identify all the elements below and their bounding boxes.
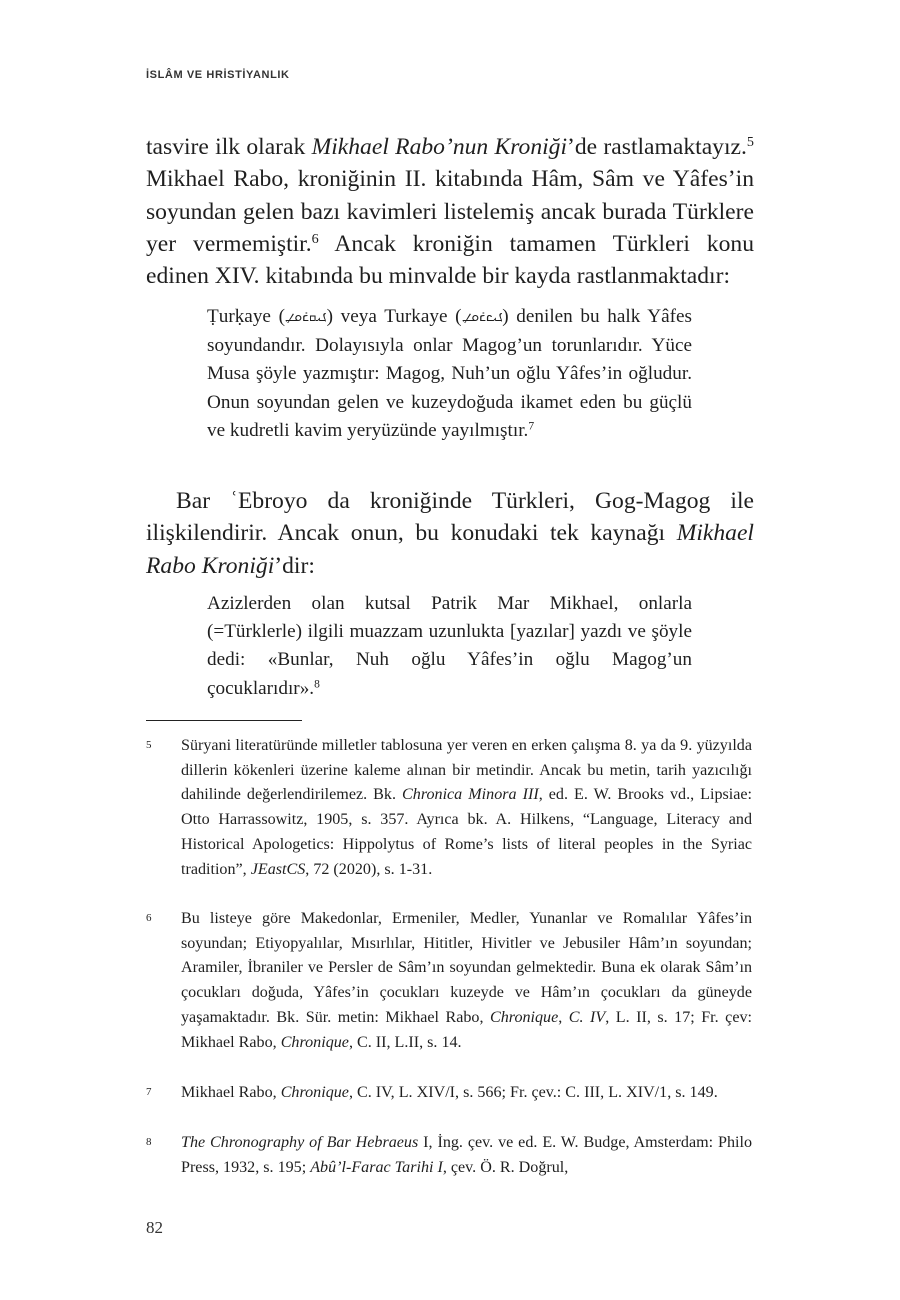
footnote-ref[interactable]: 8 <box>314 678 320 691</box>
footnote-number: 7 <box>146 1086 152 1098</box>
footnote-ref[interactable]: 7 <box>528 420 535 433</box>
page-number: 82 <box>146 1218 163 1237</box>
footnote-number: 5 <box>146 739 152 751</box>
footnote-number: 6 <box>146 912 152 924</box>
footnote-8: 8 The Chronography of Bar Hebraeus I, İng. çev. ve ed. E. W. Budge, Amsterdam: Philo Press, 1932, s. 195; Abû’l-Farac Tarihi I, çev. Ö. R. Doğrul, <box>146 1131 752 1180</box>
block-quote-1: Ṭurḳaye (ܛܘܪܩܝܐ) veya Turkaye (ܛܘܪܟܝܐ) denilen bu halk Yâfes soyundandır. Dolayısıyla onlar Magog’un torunlarıdır. Yüce Musa şöyle yazmıştır: Magog, Nuh’un oğlu Yâfes’in oğludur. Onun soyundan gelen ve kuzeydoğuda ikamet eden bu güçlü ve kudretli kavim yeryüzünde yayılmıştır.$^7$ <box>207 306 692 441</box>
footnote-6: 6 Bu listeye göre Makedonlar, Ermeniler, Medler, Yunanlar ve Romalılar Yâfes’in soyundan; Etiyopyalılar, Mısırlılar, Hititler, Hivitler ve Jebusiler Hâm’ın soyundan; Aramiler, İbraniler ve Persler de Sâm’ın soyundan gelmektedir. Buna ek olarak Sâm’ın çocukları doğuda, Yâfes’in çocukları kuzeyde ve Hâm’ın çocukları da güneyde yaşamaktadır. Bk. Sür. metin: Mikhael Rabo, Chronique, C. IV, L. II, s. 17; Fr. çev: Mikhael Rabo, Chronique, C. II, L.II, s. 14. <box>146 907 752 1055</box>
footnote-number: 8 <box>146 1136 152 1148</box>
syriac-word: ܛܘܪܟܝܐ <box>461 310 503 325</box>
footnote-ref[interactable]: 5 <box>746 134 754 151</box>
footnote-5: 5 Süryani literatüründe milletler tablosuna yer veren en erken çalışma 8. ya da 9. yüzyılda dillerin kökenleri üzerine kaleme alınan bir metindir. Ancak bu metin, tarih yazıcılığı dahilinde değerlendirilemez. Bk. Chronica Minora III, ed. E. W. Brooks vd., Lipsiae: Otto Harrassowitz, 1905, s. 357. Ayrıca bk. A. Hilkens, “Language, Literacy and Historical Apologetics: Hippolytus of Rome’s lists of literal peoples in the Syriac tradition”, JEastCS, 72 (2020), s. 1-31. <box>146 734 752 882</box>
footnote-divider <box>146 720 302 721</box>
work-title: Mikhael Rabo’nun Kroniği <box>311 134 568 160</box>
syriac-word: ܛܘܪܩܝܐ <box>284 310 327 325</box>
block-quote-2: Azizlerden olan kutsal Patrik Mar Mikhael, onlarla (=Türklerle) ilgili muazzam uzunlukta [yazılar] yazdı ve şöyle dedi: «Bunlar, Nuh oğlu Yâfes’in oğlu Magog’un çocuklarıdır».$^8$ <box>207 593 692 699</box>
running-head: İSLÂM VE HRİSTİYANLIK <box>146 69 290 81</box>
body-paragraph-1: tasvire ilk olarak Mikhael Rabo’nun Kroniği’de rastlamaktayız.$^5$ Mikhael Rabo, kroniğinin II. kitabında Hâm, Sâm ve Yâfes’in soyundan gelen bazı kavimleri listelemiş ancak burada Türklere yer vermemiştir.$^6$ Ancak kroniğin tamamen Türkleri konu edinen XIV. kitabında bu minvalde bir kayda rastlanmaktadır: <box>146 134 754 290</box>
body-paragraph-2: Bar ʿEbroyo da kroniğinde Türkleri, Gog-Magog ile ilişkilendirir. Ancak onun, bu konudaki tek kaynağı Mikhael Rabo Kroniği’dir: <box>146 488 754 579</box>
footnote-7: 7 Mikhael Rabo, Chronique, C. IV, L. XIV/I, s. 566; Fr. çev.: C. III, L. XIV/1, s. 149. <box>146 1081 752 1106</box>
footnote-ref[interactable]: 6 <box>311 231 319 248</box>
work-title: Mikhael Rabo Kroniği <box>146 520 754 579</box>
